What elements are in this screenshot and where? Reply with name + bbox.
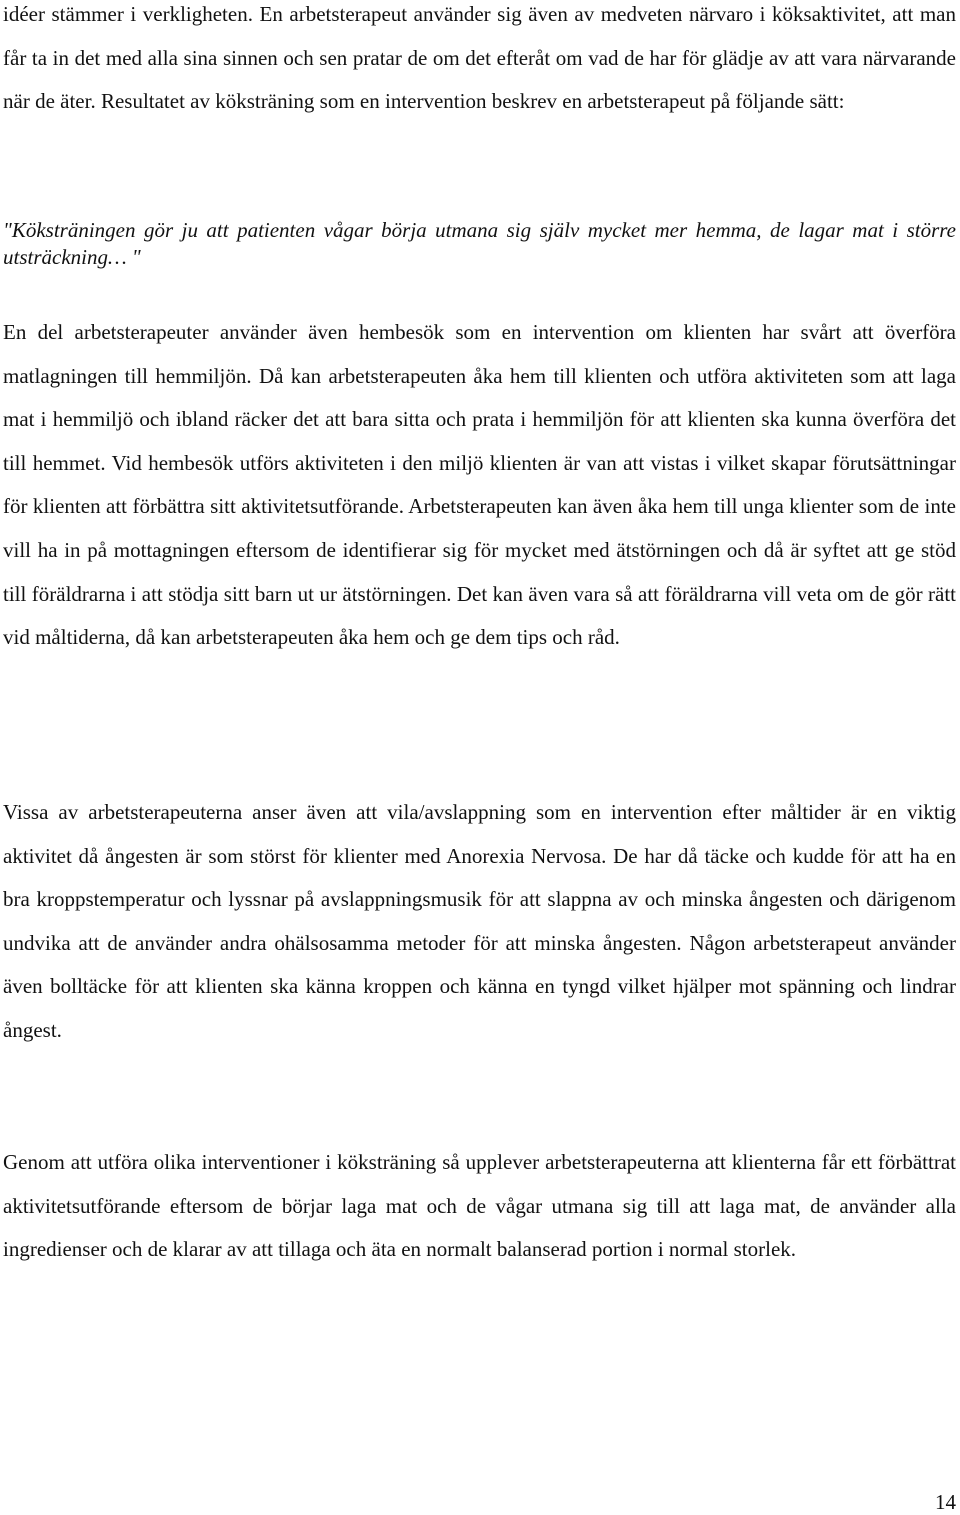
paragraph-4: Genom att utföra olika interventioner i köksträning så upplever arbetsterapeuterna att klienterna får ett förbättrat aktivitetsutförande eftersom de börjar laga mat och de vågar utmana sig till att laga mat, de använder alla ingredienser och de klarar av att tillaga och äta en normalt balanserad portion i normal storlek.: [3, 1150, 956, 1262]
paragraph-2: En del arbetsterapeuter använder även hembesök som en intervention om klienten har svårt att överföra matlagningen till hemmiljön. Då kan arbetsterapeuten åka hem till klienten och utföra aktiviteten som att laga mat i hemmiljö och ibland räcker det att bara sitta och prata i hemmiljön för att klienten ska kunna överföra det till hemmet. Vid hembesök utförs aktiviteten i den miljö klienten är van att vistas i vilket skapar förutsättningar för klienten att förbättra sitt aktivitetsutförande. Arbetsterapeuten kan även åka hem till unga klienter som de inte vill ha in på mottagningen eftersom de identifierar sig för mycket med ätstörningen och då är syftet att ge stöd till föräldrarna i att stödja sitt barn ut ur ätstörningen. Det kan även vara så att föräldrarna vill veta om de gör rätt vid måltiderna, då kan arbetsterapeuten åka hem och ge dem tips och råd.: [3, 320, 956, 650]
paragraph-3: Vissa av arbetsterapeuterna anser även att vila/avslappning som en intervention efter måltider är en viktig aktivitet då ångesten är som störst för klienter med Anorexia Nervosa. De har då täcke och kudde för att ha en bra kroppstemperatur och lyssnar på avslappningsmusik för att slappna av och minska ångesten och därigenom undvika att de använder andra ohälsosamma metoder för att minska ångesten. Någon arbetsterapeut använder även bolltäcke för att klienten ska känna kroppen och känna en tyngd vilket hjälper mot spänning och lindrar ångest.: [3, 800, 956, 1042]
paragraph-1: idéer stämmer i verkligheten. En arbetsterapeut använder sig även av medveten närvaro i köksaktivitet, att man får ta in det med alla sina sinnen och sen pratar de om det efteråt om vad de har för glädje av att vara närvarande när de äter. Resultatet av köksträning som en intervention beskrev en arbetsterapeut på följande sätt:: [3, 2, 956, 114]
interview-quote: "Köksträningen gör ju att patienten vågar börja utmana sig själv mycket mer hemma, de lagar mat i större utsträckning… ": [3, 218, 956, 269]
page-number: 14: [935, 1490, 956, 1514]
